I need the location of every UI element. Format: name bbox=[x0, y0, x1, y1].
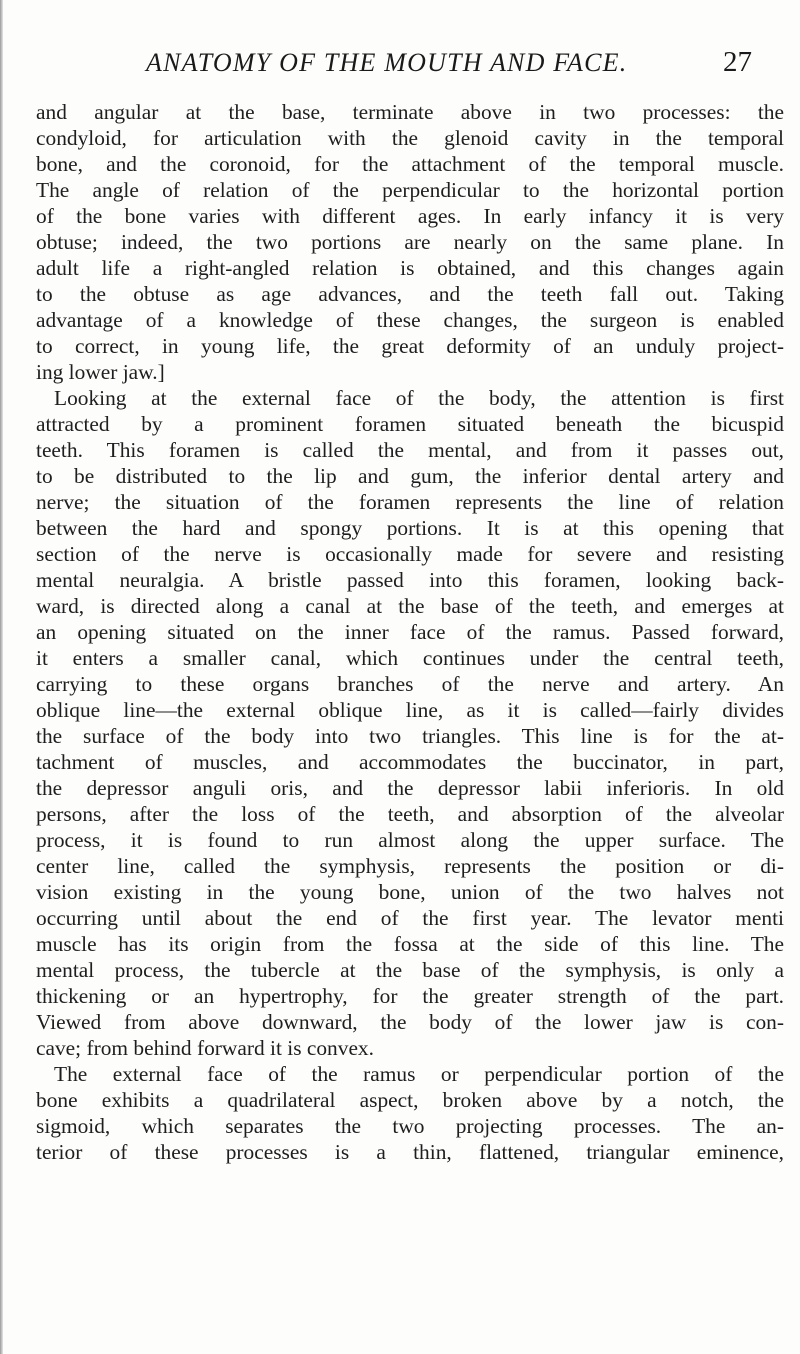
text-line: ing lower jaw.] bbox=[36, 360, 165, 384]
text-line: center line, called the symphysis, represents the position or di- bbox=[36, 854, 784, 878]
text-line: process, it is found to run almost along the upper surface. The bbox=[36, 828, 784, 852]
text-line: mental neuralgia. A bristle passed into this foramen, looking back- bbox=[36, 568, 784, 592]
text-line: condyloid, for articulation with the glenoid cavity in the temporal bbox=[36, 126, 784, 150]
text-line: mental process, the tubercle at the base of the symphysis, is only a bbox=[36, 958, 784, 982]
text-line: thickening or an hypertrophy, for the greater strength of the part. bbox=[36, 984, 784, 1008]
text-line: the surface of the body into two triangles. This line is for the at- bbox=[36, 724, 784, 748]
running-head bbox=[146, 40, 752, 90]
text-line: the depressor anguli oris, and the depressor labii inferioris. In old bbox=[36, 776, 784, 800]
text-line: ward, is directed along a canal at the base of the teeth, and emerges at bbox=[36, 594, 784, 618]
text-line: advantage of a knowledge of these changes, the surgeon is enabled bbox=[36, 308, 784, 332]
text-line: The external face of the ramus or perpendicular portion of the bbox=[54, 1062, 784, 1086]
page-number: 27 bbox=[723, 46, 752, 78]
text-line: bone exhibits a quadrilateral aspect, broken above by a notch, the bbox=[36, 1088, 784, 1112]
text-line: adult life a right-angled relation is obtained, and this changes again bbox=[36, 256, 784, 280]
text-line: to correct, in young life, the great deformity of an unduly project- bbox=[36, 334, 784, 358]
text-line: vision existing in the young bone, union of the two halves not bbox=[36, 880, 784, 904]
text-line: teeth. This foramen is called the mental, and from it passes out, bbox=[36, 438, 784, 462]
text-line: carrying to these organs branches of the nerve and artery. An bbox=[36, 672, 784, 696]
text-line: it enters a smaller canal, which continues under the central teeth, bbox=[36, 646, 784, 670]
text-line: and angular at the base, terminate above in two processes: the bbox=[36, 100, 784, 124]
page-binding-edge bbox=[0, 0, 3, 1354]
text-line: Looking at the external face of the body, the attention is first bbox=[54, 386, 784, 410]
text-line: nerve; the situation of the foramen represents the line of relation bbox=[36, 490, 784, 514]
text-line: cave; from behind forward it is convex. bbox=[36, 1036, 374, 1060]
text-line: sigmoid, which separates the two projecting processes. The an- bbox=[36, 1114, 784, 1138]
text-line: section of the nerve is occasionally made for severe and resisting bbox=[36, 542, 784, 566]
running-title: ANATOMY OF THE MOUTH AND FACE. bbox=[146, 48, 628, 77]
text-line: oblique line—the external oblique line, as it is called—fairly divides bbox=[36, 698, 784, 722]
text-line: tachment of muscles, and accommodates the buccinator, in part, bbox=[36, 750, 784, 774]
text-line: of the bone varies with different ages. In early infancy it is very bbox=[36, 204, 784, 228]
text-line: an opening situated on the inner face of the ramus. Passed forward, bbox=[36, 620, 784, 644]
text-line: attracted by a prominent foramen situated beneath the bicuspid bbox=[36, 412, 784, 436]
text-line: persons, after the loss of the teeth, and absorption of the alveolar bbox=[36, 802, 784, 826]
text-line: to the obtuse as age advances, and the teeth fall out. Taking bbox=[36, 282, 784, 306]
text-line: bone, and the coronoid, for the attachment of the temporal muscle. bbox=[36, 152, 784, 176]
text-line: The angle of relation of the perpendicular to the horizontal portion bbox=[36, 178, 784, 202]
body-text bbox=[36, 99, 784, 1165]
text-line: between the hard and spongy portions. It is at this opening that bbox=[36, 516, 784, 540]
text-line: muscle has its origin from the fossa at the side of this line. The bbox=[36, 932, 784, 956]
text-line: terior of these processes is a thin, flattened, triangular eminence, bbox=[36, 1140, 784, 1164]
text-line: Viewed from above downward, the body of the lower jaw is con- bbox=[36, 1010, 784, 1034]
text-line: obtuse; indeed, the two portions are nearly on the same plane. In bbox=[36, 230, 784, 254]
text-line: occurring until about the end of the first year. The levator menti bbox=[36, 906, 784, 930]
text-line: to be distributed to the lip and gum, the inferior dental artery and bbox=[36, 464, 784, 488]
